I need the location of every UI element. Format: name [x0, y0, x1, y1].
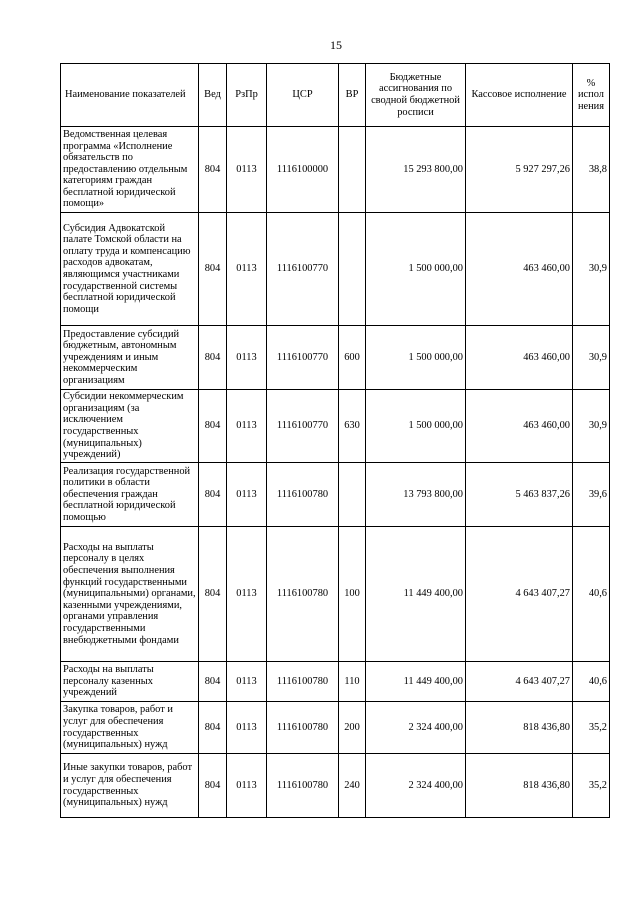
row-pct: 40,6 [573, 527, 610, 662]
table-header-row [61, 64, 610, 127]
row-kassa: 4 643 407,27 [466, 662, 573, 702]
row-name: Реализация государственной политики в области обеспечения граждан бесплатной юридической помощью [61, 463, 199, 527]
row-ved: 804 [199, 326, 227, 390]
row-ved: 804 [199, 527, 227, 662]
row-budget: 11 449 400,00 [366, 662, 466, 702]
row-rzpr: 0113 [227, 213, 267, 326]
header-vr: ВР [339, 64, 366, 127]
header-kassa: Кассовое исполнение [466, 64, 573, 127]
row-pct: 40,6 [573, 662, 610, 702]
row-rzpr: 0113 [227, 702, 267, 754]
row-vr [339, 127, 366, 213]
row-kassa: 818 436,80 [466, 702, 573, 754]
row-csr: 1116100000 [267, 127, 339, 213]
row-csr: 1116100780 [267, 463, 339, 527]
table-row [61, 662, 610, 702]
row-name: Закупка товаров, работ и услуг для обеспечения государственных (муниципальных) нужд [61, 702, 199, 754]
row-ved: 804 [199, 463, 227, 527]
row-vr: 630 [339, 390, 366, 463]
row-budget: 1 500 000,00 [366, 390, 466, 463]
row-rzpr: 0113 [227, 662, 267, 702]
page-number: 15 [330, 38, 342, 52]
table-row [61, 213, 610, 326]
row-vr: 600 [339, 326, 366, 390]
row-budget: 13 793 800,00 [366, 463, 466, 527]
row-vr: 110 [339, 662, 366, 702]
row-budget: 2 324 400,00 [366, 754, 466, 818]
table-row [61, 390, 610, 463]
row-pct: 30,9 [573, 326, 610, 390]
row-kassa: 5 463 837,26 [466, 463, 573, 527]
row-pct: 30,9 [573, 390, 610, 463]
header-name: Наименование показателей [61, 64, 199, 127]
row-vr: 200 [339, 702, 366, 754]
table-row [61, 702, 610, 754]
row-ved: 804 [199, 702, 227, 754]
row-name: Субсидия Адвокатской палате Томской области на оплату труда и компенсацию расходов адвокатам, являющимся участниками государственной системы бесплатной юридической помощи [61, 213, 199, 326]
row-budget: 15 293 800,00 [366, 127, 466, 213]
row-rzpr: 0113 [227, 390, 267, 463]
budget-execution-table [60, 63, 610, 818]
row-kassa: 4 643 407,27 [466, 527, 573, 662]
row-rzpr: 0113 [227, 463, 267, 527]
header-rzpr: РзПр [227, 64, 267, 127]
row-vr [339, 213, 366, 326]
row-csr: 1116100770 [267, 213, 339, 326]
row-csr: 1116100770 [267, 326, 339, 390]
row-kassa: 463 460,00 [466, 390, 573, 463]
row-name: Расходы на выплаты персоналу в целях обеспечения выполнения функций государственными (муниципальными) органами, казенными учреждениями, органами управления государственными внебюджетными фондами [61, 527, 199, 662]
row-pct: 39,6 [573, 463, 610, 527]
row-name: Иные закупки товаров, работ и услуг для обеспечения государственных (муниципальных) нужд [61, 754, 199, 818]
row-budget: 2 324 400,00 [366, 702, 466, 754]
row-kassa: 5 927 297,26 [466, 127, 573, 213]
row-budget: 1 500 000,00 [366, 213, 466, 326]
row-pct: 35,2 [573, 754, 610, 818]
table-row [61, 127, 610, 213]
table-row [61, 754, 610, 818]
row-vr: 240 [339, 754, 366, 818]
row-name: Субсидии некоммерческим организациям (за исключением государственных (муниципальных) учреждений) [61, 390, 199, 463]
row-rzpr: 0113 [227, 127, 267, 213]
table-row [61, 527, 610, 662]
row-pct: 35,2 [573, 702, 610, 754]
row-ved: 804 [199, 390, 227, 463]
row-csr: 1116100780 [267, 754, 339, 818]
row-csr: 1116100780 [267, 527, 339, 662]
row-pct: 30,9 [573, 213, 610, 326]
row-name: Расходы на выплаты персоналу казенных учреждений [61, 662, 199, 702]
row-budget: 11 449 400,00 [366, 527, 466, 662]
row-rzpr: 0113 [227, 527, 267, 662]
row-vr: 100 [339, 527, 366, 662]
table-row [61, 463, 610, 527]
row-rzpr: 0113 [227, 754, 267, 818]
table-row [61, 326, 610, 390]
header-budget: Бюджетные ассигнования по сводной бюджетной росписи [366, 64, 466, 127]
row-ved: 804 [199, 127, 227, 213]
header-pct: % испол нения [573, 64, 610, 127]
row-ved: 804 [199, 662, 227, 702]
header-ved: Вед [199, 64, 227, 127]
row-name: Ведомственная целевая программа «Исполнение обязательств по предоставлению отдельным категориям граждан бесплатной юридической помощи» [61, 127, 199, 213]
row-kassa: 463 460,00 [466, 213, 573, 326]
row-rzpr: 0113 [227, 326, 267, 390]
row-pct: 38,8 [573, 127, 610, 213]
header-csr: ЦСР [267, 64, 339, 127]
row-name: Предоставление субсидий бюджетным, автономным учреждениям и иным некоммерческим организациям [61, 326, 199, 390]
row-csr: 1116100780 [267, 662, 339, 702]
row-csr: 1116100780 [267, 702, 339, 754]
row-kassa: 818 436,80 [466, 754, 573, 818]
row-vr [339, 463, 366, 527]
row-csr: 1116100770 [267, 390, 339, 463]
row-kassa: 463 460,00 [466, 326, 573, 390]
row-budget: 1 500 000,00 [366, 326, 466, 390]
row-ved: 804 [199, 754, 227, 818]
row-ved: 804 [199, 213, 227, 326]
